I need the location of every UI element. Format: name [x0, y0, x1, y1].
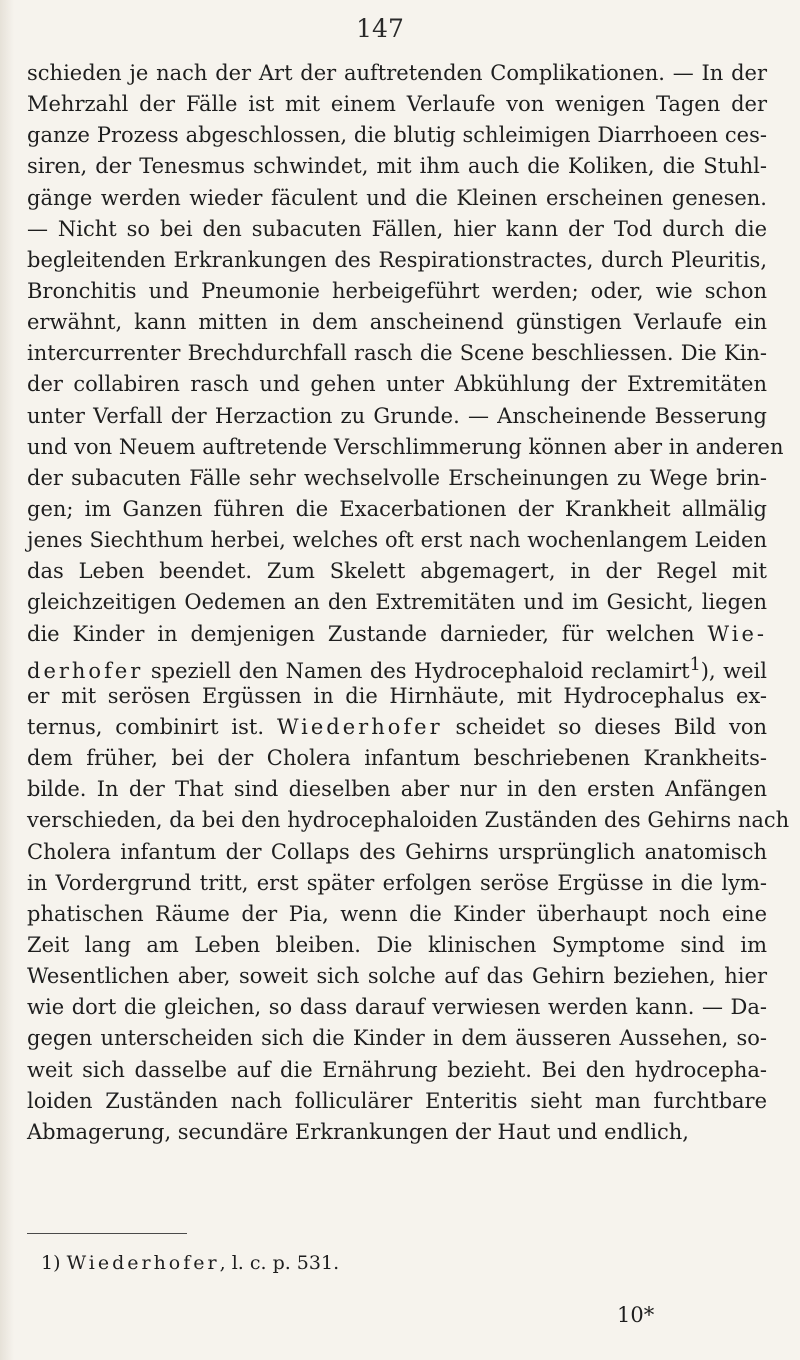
text-line: erwähnt, kann mitten in dem anscheinend günstigen Verlaufe ein [27, 310, 767, 335]
text-line: gänge werden wieder fäculent und die Kleinen erscheinen genesen. [27, 185, 767, 210]
footnote-marker: 1) [41, 1252, 61, 1274]
page-binding-edge [0, 0, 14, 1360]
footnote [41, 1252, 339, 1274]
footnote-reference: 1 [689, 654, 701, 675]
text-line-start: ternus, combinirt ist. [27, 714, 265, 739]
page-number: 147 [356, 14, 404, 43]
text-line: er mit serösen Ergüssen in die Hirnhäute, mit Hydrocephalus ex- [27, 683, 767, 708]
text-line: dem früher, bei der Cholera infantum beschriebenen Krankheits- [27, 746, 767, 771]
text-line: phatischen Räume der Pia, wenn die Kinder überhaupt noch eine [27, 901, 767, 926]
text-line-start: die Kinder in demjenigen Zustande darnieder, für welchen [27, 621, 695, 646]
text-line-middle: speziell den Namen des Hydrocephaloid reclamirt [143, 658, 690, 683]
text-line: wie dort die gleichen, so dass darauf verwiesen werden kann. — Da- [27, 995, 767, 1020]
text-line: der collabiren rasch und gehen unter Abkühlung der Extremitäten [27, 372, 767, 397]
footnote-author: Wiederhofer [66, 1252, 220, 1274]
text-line: verschieden, da bei den hydrocephaloiden Zuständen des Gehirns nach [27, 808, 790, 833]
text-line-end: scheidet so dieses Bild von [442, 714, 767, 739]
text-line: Abmagerung, secundäre Erkrankungen der Haut und endlich, [27, 1119, 689, 1144]
text-line: in Vordergrund tritt, erst später erfolgen seröse Ergüsse in die lym- [27, 870, 767, 895]
author-name-spaced: Wiederhofer [276, 714, 443, 739]
footnote-citation: , l. c. p. 531. [219, 1252, 340, 1274]
text-line: bilde. In der That sind dieselben aber nur in den ersten Anfängen [27, 777, 767, 802]
text-line [27, 712, 767, 743]
text-line: weit sich dasselbe auf die Ernährung bezieht. Bei den hydrocepha- [27, 1057, 767, 1082]
text-line: das Leben beendet. Zum Skelett abgemagert, in der Regel mit [27, 559, 767, 584]
text-line: Cholera infantum der Collaps des Gehirns ursprünglich anatomisch [27, 839, 767, 864]
text-line: siren, der Tenesmus schwindet, mit ihm auch die Koliken, die Stuhl- [27, 154, 767, 179]
text-line: gleichzeitigen Oedemen an den Extremitäten und im Gesicht, liegen [27, 590, 767, 615]
text-line: Zeit lang am Leben bleiben. Die klinischen Symptome sind im [27, 932, 767, 957]
text-line: Wesentlichen aber, soweit sich solche auf das Gehirn beziehen, hier [27, 964, 767, 989]
signature-mark: 10* [617, 1303, 655, 1327]
author-name-spaced: Wie- [707, 621, 767, 646]
text-line: — Nicht so bei den subacuten Fällen, hier kann der Tod durch die [27, 216, 767, 241]
footnote-divider [27, 1233, 187, 1234]
text-line: jenes Siechthum herbei, welches oft erst nach wochenlangem Leiden [27, 528, 767, 553]
text-line: gegen unterscheiden sich die Kinder in dem äusseren Aussehen, so- [27, 1026, 767, 1051]
text-line: schieden je nach der Art der auftretenden Complikationen. — In der [27, 61, 767, 85]
body-text [27, 58, 790, 1148]
text-line [27, 619, 767, 650]
author-name-spaced: derhofer [27, 658, 144, 683]
text-line: Mehrzahl der Fälle ist mit einem Verlaufe von wenigen Tagen der [27, 92, 767, 117]
text-line: und von Neuem auftretende Verschlimmerung können aber in anderen [27, 434, 784, 459]
text-line: gen; im Ganzen führen die Exacerbationen der Krankheit allmälig [27, 496, 767, 521]
text-line: ganze Prozess abgeschlossen, die blutig schleimigen Diarrhoeen ces- [27, 123, 767, 148]
text-line: der subacuten Fälle sehr wechselvolle Erscheinungen zu Wege brin- [27, 465, 767, 490]
text-line-end: ), weil [700, 658, 767, 683]
text-line: Bronchitis und Pneumonie herbeigeführt werden; oder, wie schon [27, 278, 767, 303]
text-line: unter Verfall der Herzaction zu Grunde. — Anscheinende Besserung [27, 403, 767, 428]
text-line: begleitenden Erkrankungen des Respirationstractes, durch Pleuritis, [27, 247, 767, 272]
text-line: intercurrenter Brechdurchfall rasch die Scene beschliessen. Die Kin- [27, 341, 767, 366]
text-line [27, 650, 767, 681]
text-line: loiden Zuständen nach folliculärer Enteritis sieht man furchtbare [27, 1088, 767, 1113]
